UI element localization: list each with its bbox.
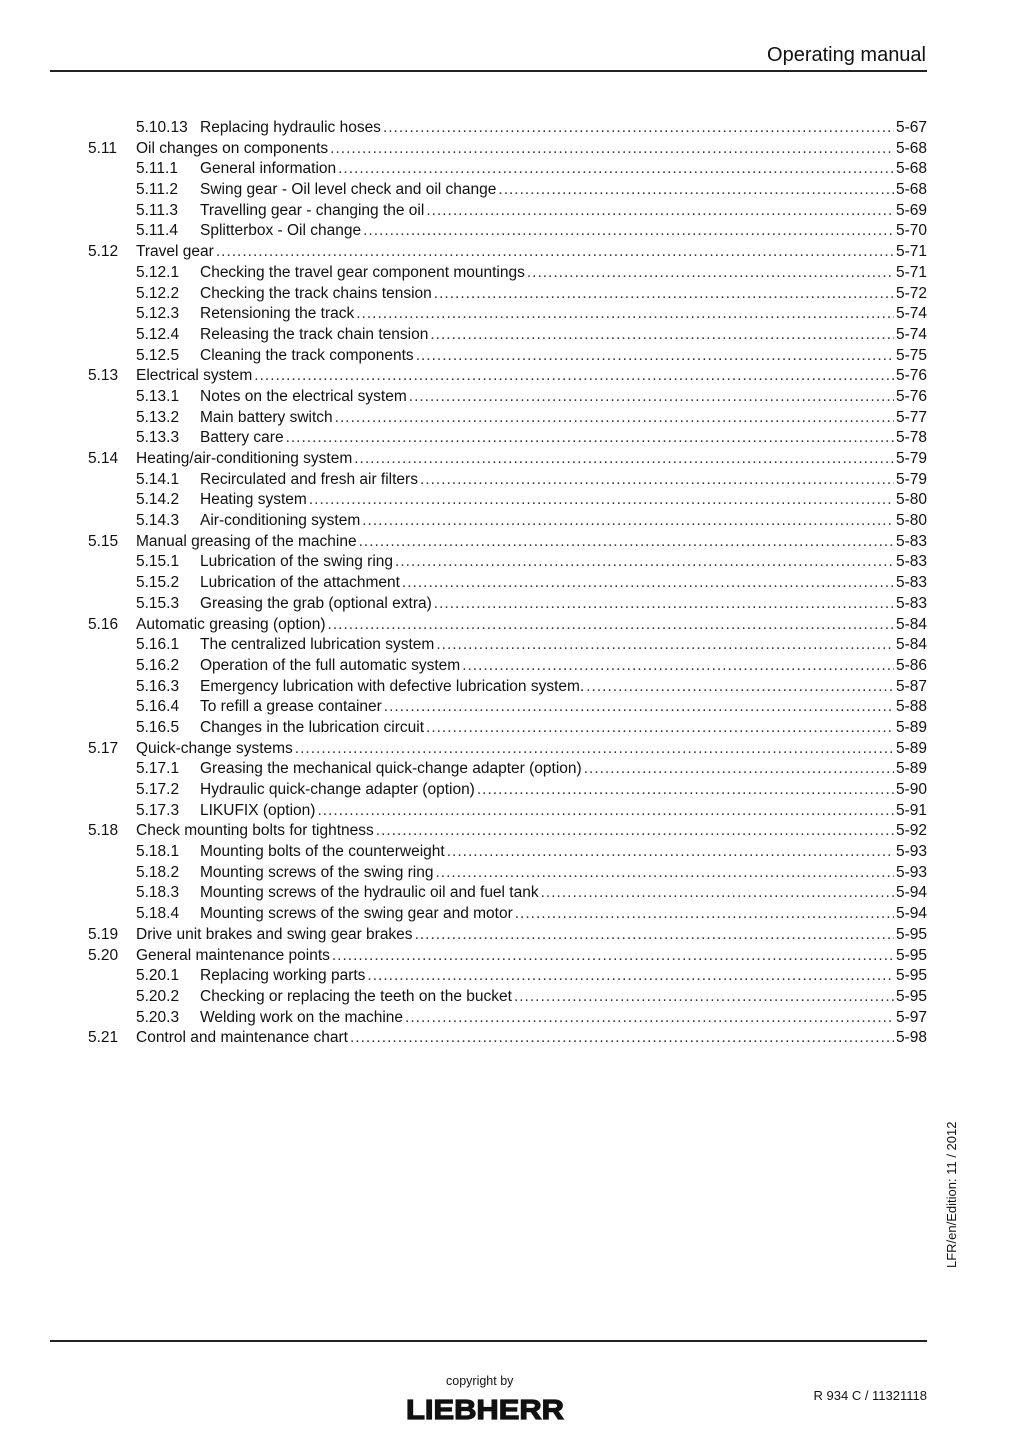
toc-entry-line [200, 490, 927, 511]
toc-entry-number: 5.12.5 [136, 346, 180, 364]
toc-dot-leader [447, 842, 894, 863]
toc-entry-line [200, 656, 927, 677]
toc-entry-title: Lubrication of the swing ring [200, 552, 395, 573]
toc-entry-number: 5.18.2 [136, 863, 180, 881]
toc-entry[interactable] [88, 552, 927, 573]
toc-entry-page: 5-95 [894, 946, 927, 967]
header-divider [50, 70, 927, 72]
toc-entry-title: Air-conditioning system [200, 511, 362, 532]
toc-entry[interactable] [88, 966, 927, 987]
toc-dot-leader [420, 470, 894, 491]
toc-entry-line [200, 284, 927, 305]
toc-entry-page: 5-95 [894, 987, 927, 1008]
toc-entry-line [200, 635, 927, 656]
toc-dot-leader [367, 966, 894, 987]
table-of-contents [88, 118, 927, 1049]
toc-entry-line [136, 242, 927, 263]
toc-entry-number: 5.18.4 [136, 905, 180, 923]
toc-entry-page: 5-89 [894, 739, 927, 760]
toc-dot-leader [330, 139, 894, 160]
toc-entry-title: Battery care [200, 428, 286, 449]
toc-entry-line [136, 739, 927, 760]
toc-entry-title: Changes in the lubrication circuit [200, 718, 426, 739]
toc-entry[interactable] [88, 532, 927, 553]
toc-entry-number: 5.17.1 [136, 760, 180, 778]
toc-entry-line [200, 552, 927, 573]
toc-entry-page: 5-71 [894, 263, 927, 284]
toc-entry[interactable] [88, 387, 927, 408]
toc-entry-number: 5.11.2 [136, 181, 178, 199]
toc-entry-page: 5-92 [894, 821, 927, 842]
toc-entry-title: Mounting screws of the swing gear and motor [200, 904, 515, 925]
toc-entry-number: 5.16 [88, 615, 119, 633]
toc-entry[interactable] [88, 139, 927, 160]
toc-entry-page: 5-71 [894, 242, 927, 263]
toc-entry-number: 5.14 [88, 450, 119, 467]
toc-entry-number: 5.18.1 [136, 843, 180, 861]
toc-entry[interactable] [88, 263, 927, 284]
toc-dot-leader [430, 325, 894, 346]
toc-entry-number: 5.11 [88, 139, 118, 157]
toc-entry[interactable] [88, 987, 927, 1008]
toc-dot-leader [350, 1028, 894, 1049]
toc-entry[interactable] [88, 718, 927, 739]
toc-entry-line [200, 387, 927, 408]
toc-entry-number: 5.13.3 [136, 429, 180, 447]
toc-entry[interactable] [88, 1008, 927, 1029]
toc-entry-line [200, 428, 927, 449]
toc-dot-leader [402, 573, 894, 594]
toc-entry-title: Drive unit brakes and swing gear brakes [136, 925, 415, 946]
toc-entry-page: 5-89 [894, 759, 927, 780]
toc-entry-page: 5-91 [894, 801, 927, 822]
toc-entry-line [200, 201, 927, 222]
toc-entry-title: Swing gear - Oil level check and oil change [200, 180, 498, 201]
toc-entry-page: 5-78 [894, 428, 927, 449]
toc-dot-leader [462, 656, 894, 677]
toc-entry-line [200, 759, 927, 780]
toc-entry-number: 5.10.13 [136, 119, 188, 136]
toc-entry-number: 5.12.1 [136, 263, 180, 281]
document-number: R 934 C / 11321118 [813, 1388, 927, 1403]
toc-entry-line [136, 925, 927, 946]
toc-entry-number: 5.15.1 [136, 553, 180, 571]
toc-entry[interactable] [88, 904, 927, 925]
toc-entry-number: 5.16.1 [136, 636, 180, 654]
toc-entry[interactable] [88, 470, 927, 491]
toc-entry-line [200, 1008, 927, 1029]
toc-entry-page: 5-68 [894, 139, 927, 160]
toc-dot-leader [383, 118, 894, 139]
toc-dot-leader [586, 677, 894, 698]
toc-entry-number: 5.13.1 [136, 387, 180, 405]
toc-entry[interactable] [88, 615, 927, 636]
toc-entry-number: 5.17.2 [136, 781, 180, 798]
toc-dot-leader [426, 718, 894, 739]
toc-entry[interactable] [88, 801, 927, 822]
toc-dot-leader [426, 201, 894, 222]
toc-dot-leader [328, 615, 894, 636]
toc-entry-number: 5.17.3 [136, 801, 180, 819]
toc-entry-title: Check mounting bolts for tightness [136, 821, 376, 842]
toc-entry[interactable] [88, 780, 927, 801]
toc-entry[interactable] [88, 221, 927, 242]
toc-entry-title: Automatic greasing (option) [136, 615, 328, 636]
toc-dot-leader [527, 263, 894, 284]
toc-entry-number: 5.13 [88, 367, 119, 385]
toc-dot-leader [415, 925, 894, 946]
toc-entry[interactable] [88, 408, 927, 429]
toc-entry-line [200, 966, 927, 987]
toc-entry-title: Checking the travel gear component mountings [200, 263, 527, 284]
toc-entry-line [200, 883, 927, 904]
toc-entry-number: 5.17 [88, 739, 119, 757]
toc-entry-line [200, 904, 927, 925]
toc-entry-line [200, 221, 927, 242]
toc-entry-title: Cleaning the track components [200, 346, 416, 367]
toc-entry-page: 5-84 [894, 615, 927, 636]
toc-entry-title: Retensioning the track [200, 304, 356, 325]
toc-entry-title: Quick-change systems [136, 739, 295, 760]
toc-entry-line [200, 718, 927, 739]
toc-entry[interactable] [88, 511, 927, 532]
toc-entry[interactable] [88, 201, 927, 222]
toc-entry-page: 5-77 [894, 408, 927, 429]
toc-entry-title: Recirculated and fresh air filters [200, 470, 420, 491]
toc-entry[interactable] [88, 242, 927, 263]
toc-entry[interactable] [88, 304, 927, 325]
toc-entry-page: 5-74 [894, 304, 927, 325]
toc-entry[interactable] [88, 863, 927, 884]
toc-entry[interactable] [88, 697, 927, 718]
toc-dot-leader [436, 635, 894, 656]
toc-entry-page: 5-98 [894, 1028, 927, 1049]
toc-entry[interactable] [88, 180, 927, 201]
toc-entry-line [200, 304, 927, 325]
toc-entry-number: 5.11.1 [136, 160, 178, 178]
toc-entry-title: Checking the track chains tension [200, 284, 434, 305]
toc-entry[interactable] [88, 1028, 927, 1049]
toc-entry-title: Mounting bolts of the counterweight [200, 842, 447, 863]
toc-entry-page: 5-76 [894, 366, 927, 387]
toc-dot-leader [434, 594, 894, 615]
toc-entry-title: General maintenance points [136, 946, 332, 967]
toc-entry-page: 5-75 [894, 346, 927, 367]
toc-entry-number: 5.20 [88, 946, 119, 964]
toc-dot-leader [477, 780, 894, 801]
toc-entry-title: Mounting screws of the swing ring [200, 863, 435, 884]
toc-entry-line [200, 346, 927, 367]
toc-entry-line [200, 573, 927, 594]
toc-entry[interactable] [88, 883, 927, 904]
toc-entry-line [200, 408, 927, 429]
toc-entry[interactable] [88, 594, 927, 615]
toc-entry-page: 5-93 [894, 842, 927, 863]
toc-dot-leader [434, 284, 894, 305]
toc-entry-title: Oil changes on components [136, 139, 330, 160]
toc-entry-line [200, 863, 927, 884]
toc-entry-page: 5-83 [894, 552, 927, 573]
liebherr-logo-text: LIEBHERR [406, 1394, 564, 1424]
toc-entry-number: 5.14.1 [136, 470, 180, 488]
toc-entry-page: 5-68 [894, 180, 927, 201]
toc-dot-leader [216, 242, 894, 263]
toc-entry-number: 5.12.2 [136, 284, 180, 302]
toc-entry-page: 5-70 [894, 221, 927, 242]
toc-entry-page: 5-83 [894, 573, 927, 594]
toc-dot-leader [515, 904, 894, 925]
toc-dot-leader [541, 883, 894, 904]
toc-entry-page: 5-72 [894, 284, 927, 305]
toc-dot-leader [295, 739, 894, 760]
toc-entry-number: 5.12.4 [136, 325, 180, 343]
toc-entry-line [200, 801, 927, 822]
toc-entry-number: 5.15 [88, 532, 119, 550]
toc-entry-title: Releasing the track chain tension [200, 325, 430, 346]
toc-dot-leader [254, 366, 894, 387]
toc-entry[interactable] [88, 677, 927, 698]
toc-entry[interactable] [88, 573, 927, 594]
toc-entry[interactable] [88, 946, 927, 967]
toc-entry-page: 5-88 [894, 697, 927, 718]
edition-label: LFR/en/Edition: 11 / 2012 [944, 1121, 959, 1268]
toc-entry[interactable] [88, 118, 927, 139]
toc-entry-number: 5.12.3 [136, 305, 180, 323]
toc-entry-line [200, 511, 927, 532]
toc-entry-page: 5-68 [894, 159, 927, 180]
toc-entry[interactable] [88, 346, 927, 367]
toc-entry-title: Heating system [200, 490, 309, 511]
toc-entry[interactable] [88, 925, 927, 946]
toc-entry-number: 5.16.2 [136, 656, 180, 674]
toc-entry-number: 5.18.3 [136, 884, 180, 902]
toc-entry-page: 5-79 [894, 470, 927, 491]
footer-divider [50, 1340, 927, 1342]
toc-entry[interactable] [88, 449, 927, 470]
toc-entry-page: 5-80 [894, 490, 927, 511]
toc-entry-page: 5-94 [894, 883, 927, 904]
toc-entry-number: 5.16.3 [136, 677, 180, 695]
toc-entry-number: 5.15.2 [136, 574, 180, 592]
toc-entry-page: 5-87 [894, 677, 927, 698]
toc-entry-line [200, 159, 927, 180]
toc-entry-title: Emergency lubrication with defective lubrication system. [200, 677, 586, 698]
toc-entry-page: 5-74 [894, 325, 927, 346]
toc-dot-leader [338, 159, 894, 180]
toc-entry[interactable] [88, 656, 927, 677]
toc-dot-leader [354, 449, 894, 470]
toc-entry[interactable] [88, 842, 927, 863]
toc-entry-number: 5.15.3 [136, 594, 180, 612]
toc-entry-line [200, 594, 927, 615]
toc-entry-page: 5-79 [894, 449, 927, 470]
toc-entry-title: Greasing the mechanical quick-change adapter (option) [200, 759, 584, 780]
toc-entry-line [136, 532, 927, 553]
toc-entry-page: 5-95 [894, 966, 927, 987]
toc-entry-title: Welding work on the machine [200, 1008, 405, 1029]
toc-entry-line [200, 697, 927, 718]
toc-entry-page: 5-80 [894, 511, 927, 532]
toc-entry-number: 5.20.2 [136, 987, 180, 1005]
toc-entry[interactable] [88, 821, 927, 842]
toc-entry-title: Notes on the electrical system [200, 387, 409, 408]
toc-entry[interactable] [88, 284, 927, 305]
toc-dot-leader [356, 304, 894, 325]
toc-entry-page: 5-83 [894, 594, 927, 615]
toc-entry-line [200, 263, 927, 284]
toc-dot-leader [332, 946, 894, 967]
toc-entry-line [200, 842, 927, 863]
toc-entry-line [136, 821, 927, 842]
toc-entry-title: Main battery switch [200, 408, 335, 429]
toc-entry[interactable] [88, 490, 927, 511]
toc-entry-page: 5-86 [894, 656, 927, 677]
toc-entry-line [136, 139, 927, 160]
copyright-label: copyright by [446, 1374, 514, 1388]
toc-entry-number: 5.19 [88, 925, 119, 943]
toc-dot-leader [405, 1008, 894, 1029]
toc-entry-title: LIKUFIX (option) [200, 801, 317, 822]
toc-dot-leader [584, 759, 894, 780]
toc-entry-title: Replacing working parts [200, 966, 367, 987]
toc-entry-number: 5.20.1 [136, 967, 180, 985]
toc-entry-line [200, 118, 927, 139]
toc-entry-number: 5.20.3 [136, 1008, 180, 1026]
toc-dot-leader [514, 987, 894, 1008]
toc-entry-number: 5.16.5 [136, 718, 180, 736]
toc-entry-line [136, 366, 927, 387]
toc-entry-number: 5.16.4 [136, 698, 180, 716]
toc-entry[interactable] [88, 428, 927, 449]
toc-entry-line [200, 677, 927, 698]
toc-entry-page: 5-93 [894, 863, 927, 884]
toc-dot-leader [363, 221, 894, 242]
toc-entry-title: Splitterbox - Oil change [200, 221, 363, 242]
toc-entry-title: Operation of the full automatic system [200, 656, 462, 677]
toc-entry-title: Hydraulic quick-change adapter (option) [200, 780, 477, 801]
liebherr-logo [404, 1394, 566, 1424]
toc-dot-leader [498, 180, 894, 201]
toc-entry-line [200, 325, 927, 346]
toc-entry-line [136, 1028, 927, 1049]
toc-entry-number: 5.11.4 [136, 222, 178, 240]
toc-entry-number: 5.21 [88, 1029, 119, 1047]
toc-entry-title: To refill a grease container [200, 697, 384, 718]
toc-entry-number: 5.14.3 [136, 512, 180, 530]
toc-dot-leader [335, 408, 894, 429]
page-header-title: Operating manual [767, 44, 926, 66]
toc-dot-leader [409, 387, 894, 408]
toc-entry-page: 5-94 [894, 904, 927, 925]
toc-entry-title: General information [200, 159, 338, 180]
toc-entry-page: 5-97 [894, 1008, 927, 1029]
toc-dot-leader [416, 346, 894, 367]
toc-dot-leader [359, 532, 894, 553]
toc-dot-leader [376, 821, 894, 842]
toc-entry-title: Greasing the grab (optional extra) [200, 594, 434, 615]
toc-entry-number: 5.12 [88, 243, 119, 261]
toc-entry-page: 5-76 [894, 387, 927, 408]
toc-entry-line [200, 780, 927, 801]
toc-entry-line [200, 470, 927, 491]
toc-entry-number: 5.13.2 [136, 408, 180, 426]
toc-entry-page: 5-83 [894, 532, 927, 553]
toc-entry[interactable] [88, 739, 927, 760]
toc-entry-title: Control and maintenance chart [136, 1028, 350, 1049]
toc-entry-title: Replacing hydraulic hoses [200, 118, 383, 139]
toc-entry-title: Mounting screws of the hydraulic oil and fuel tank [200, 883, 541, 904]
toc-entry-page: 5-69 [894, 201, 927, 222]
toc-entry[interactable] [88, 366, 927, 387]
toc-entry-number: 5.11.3 [136, 201, 178, 219]
toc-dot-leader [362, 511, 894, 532]
toc-dot-leader [286, 428, 894, 449]
toc-entry[interactable] [88, 325, 927, 346]
toc-entry-line [136, 946, 927, 967]
toc-dot-leader [309, 490, 894, 511]
toc-entry-page: 5-90 [894, 780, 927, 801]
toc-entry-title: Lubrication of the attachment [200, 573, 402, 594]
toc-entry-title: The centralized lubrication system [200, 635, 436, 656]
toc-entry-line [136, 615, 927, 636]
toc-entry-line [136, 449, 927, 470]
toc-dot-leader [435, 863, 894, 884]
toc-entry-number: 5.14.2 [136, 491, 180, 509]
toc-dot-leader [395, 552, 894, 573]
toc-entry-title: Travelling gear - changing the oil [200, 201, 426, 222]
toc-entry-title: Travel gear [136, 242, 216, 263]
toc-entry[interactable] [88, 759, 927, 780]
toc-entry-title: Manual greasing of the machine [136, 532, 359, 553]
toc-entry-page: 5-95 [894, 925, 927, 946]
toc-entry-line [200, 987, 927, 1008]
toc-entry-title: Checking or replacing the teeth on the bucket [200, 987, 514, 1008]
toc-entry-line [200, 180, 927, 201]
toc-dot-leader [317, 801, 894, 822]
toc-entry-number: 5.18 [88, 822, 119, 840]
toc-entry-title: Electrical system [136, 366, 254, 387]
toc-entry[interactable] [88, 159, 927, 180]
toc-entry[interactable] [88, 635, 927, 656]
toc-entry-page: 5-84 [894, 635, 927, 656]
toc-dot-leader [384, 697, 894, 718]
toc-entry-page: 5-67 [894, 118, 927, 139]
toc-entry-page: 5-89 [894, 718, 927, 739]
toc-entry-title: Heating/air-conditioning system [136, 449, 354, 470]
